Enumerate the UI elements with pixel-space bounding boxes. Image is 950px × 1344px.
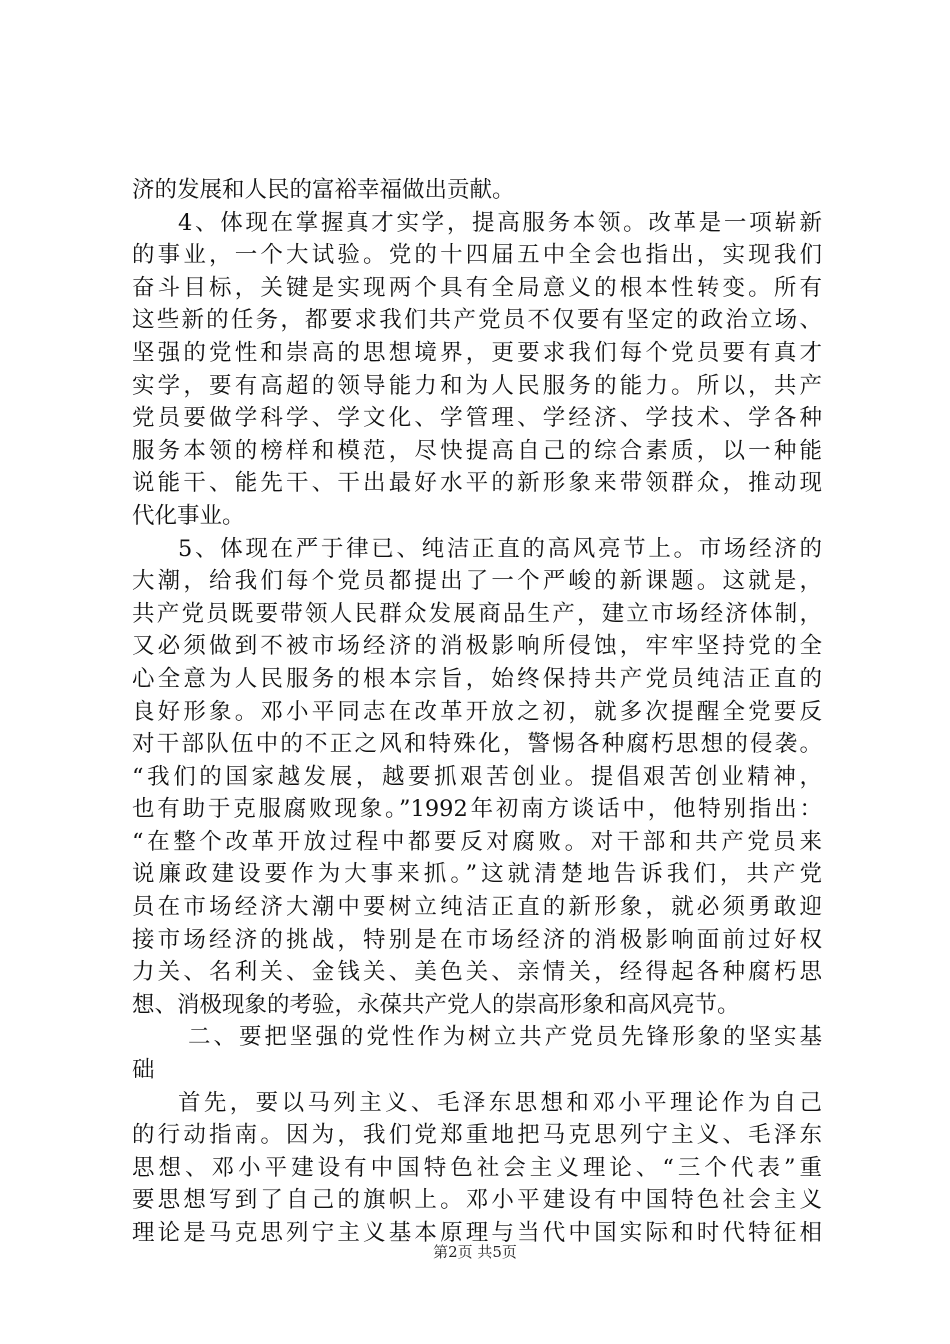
text-line: 员在市场经济大潮中要树立纯洁正直的新形象，就必须勇敢迎: [132, 894, 822, 921]
text-line: 也有助于克服腐败现象。”1992年初南方谈话中，他特别指出：: [132, 796, 822, 823]
text-line: 共产党员既要带领人民群众发展商品生产，建立市场经济体制，: [132, 600, 822, 627]
text-line: 良好形象。邓小平同志在改革开放之初，就多次提醒全党要反: [132, 698, 822, 725]
text-line: 服务本领的榜样和模范，尽快提高自己的综合素质，以一种能: [132, 437, 822, 464]
paragraph-first-line: 首先，要以马列主义、毛泽东思想和邓小平理论作为自己: [178, 1089, 822, 1116]
text-line: “在整个改革开放过程中都要反对腐败。对干部和共产党员来: [132, 828, 822, 855]
text-line: 力关、名利关、金钱关、美色关、亲情关，经得起各种腐朽思: [132, 959, 822, 986]
text-line: “我们的国家越发展，越要抓艰苦创业。提倡艰苦创业精神，: [132, 763, 822, 790]
text-line: 济的发展和人民的富裕幸福做出贡献。: [132, 177, 515, 203]
text-line: 奋斗目标，关键是实现两个具有全局意义的根本性转变。所有: [132, 274, 822, 301]
paragraph-5-first-line: 5、体现在严于律已、纯洁正直的高风亮节上。市场经济的: [178, 535, 822, 562]
paragraph-4-first-line: 4、体现在掌握真才实学，提高服务本领。改革是一项崭新: [178, 209, 822, 236]
document-body: [132, 174, 822, 1250]
text-line: 大潮，给我们每个党员都提出了一个严峻的新课题。这就是，: [132, 568, 822, 595]
text-line: 想、消极现象的考验，永葆共产党人的崇高形象和高风亮节。: [132, 991, 740, 1018]
text-line: 思想、邓小平建设有中国特色社会主义理论、“三个代表”重: [132, 1154, 822, 1181]
section-heading-continued: 础: [132, 1057, 155, 1084]
text-line: 接市场经济的挑战，特别是在市场经济的消极影响面前过好权: [132, 926, 822, 953]
page-number-footer: 第2页 共5页: [433, 1243, 517, 1261]
text-line: 坚强的党性和崇高的思想境界，更要求我们每个党员要有真才: [132, 339, 822, 366]
text-line: 理论是马克思列宁主义基本原理与当代中国实际和时代特征相: [132, 1220, 822, 1246]
text-line: 说能干、能先干、干出最好水平的新形象来带领群众，推动现: [132, 470, 822, 497]
text-line: 说廉政建设要作为大事来抓。”这就清楚地告诉我们，共产党: [132, 861, 822, 888]
text-line: 的行动指南。因为，我们党郑重地把马克思列宁主义、毛泽东: [132, 1122, 822, 1149]
text-line: 这些新的任务，都要求我们共产党员不仅要有坚定的政治立场、: [132, 307, 822, 334]
text-line: 的事业，一个大试验。党的十四届五中全会也指出，实现我们: [132, 242, 822, 269]
text-line: 要思想写到了自己的旗帜上。邓小平建设有中国特色社会主义: [132, 1187, 822, 1214]
text-line: 实学，要有高超的领导能力和为人民服务的能力。所以，共产: [132, 372, 822, 399]
text-line: 心全意为人民服务的根本宗旨，始终保持共产党员纯洁正直的: [132, 665, 822, 692]
text-line: 对干部队伍中的不正之风和特殊化，警惕各种腐朽思想的侵袭。: [132, 731, 822, 758]
text-line: 代化事业。: [132, 502, 245, 529]
section-heading: 二、要把坚强的党性作为树立共产党员先锋形象的坚实基: [188, 1024, 822, 1051]
text-line: 党员要做学科学、学文化、学管理、学经济、学技术、学各种: [132, 405, 822, 432]
text-line: 又必须做到不被市场经济的消极影响所侵蚀，牢牢坚持党的全: [132, 633, 822, 660]
